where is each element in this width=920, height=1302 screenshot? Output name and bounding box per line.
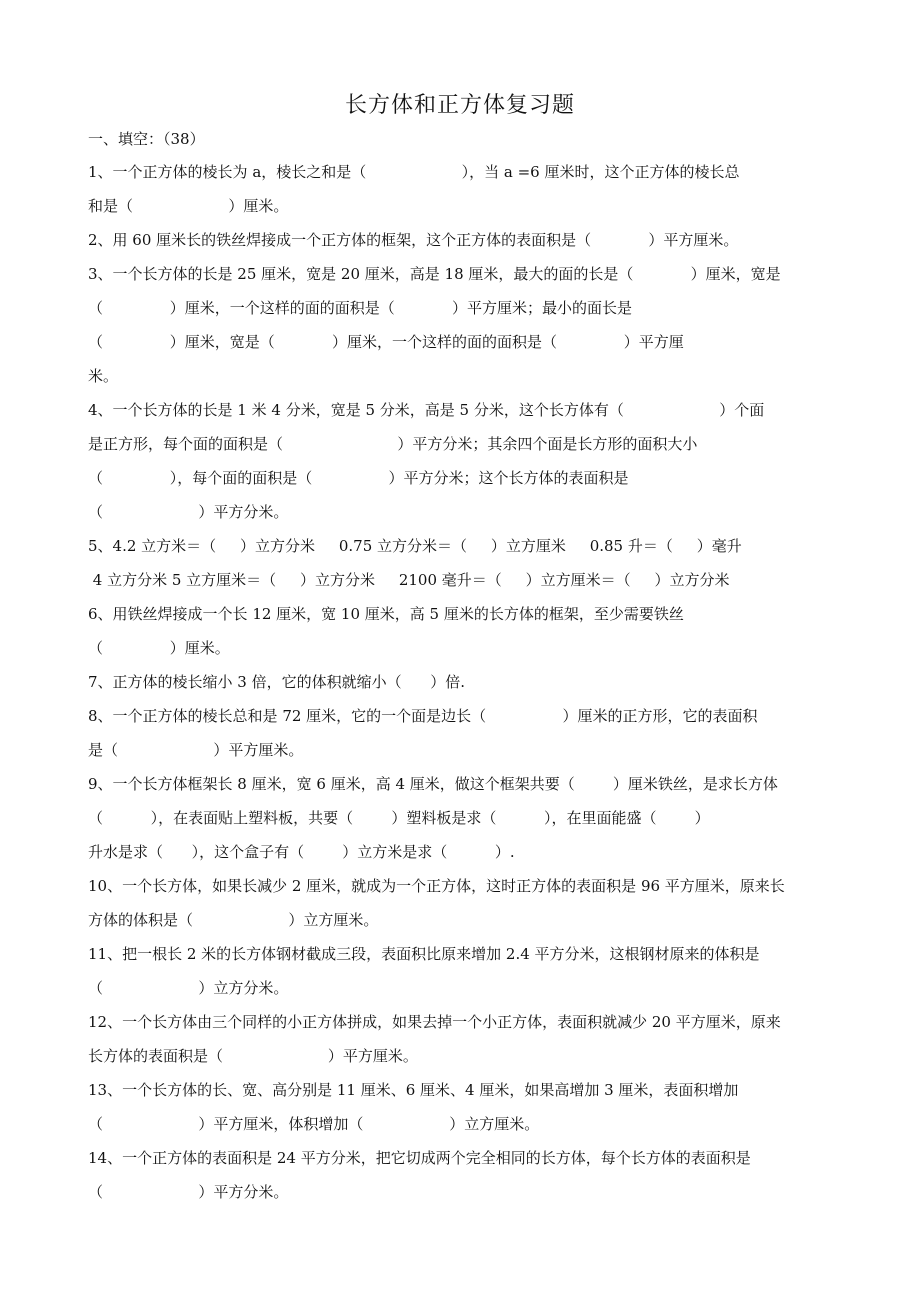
question-line: 3、一个长方体的长是 25 厘米，宽是 20 厘米，高是 18 厘米，最大的面的长是（ ）厘米，宽是: [88, 265, 781, 283]
question-line: 米。: [88, 367, 119, 385]
question-line: （ ）立方分米。: [88, 979, 289, 997]
question-line: 13、一个长方体的长、宽、高分别是 11 厘米、6 厘米、4 厘米，如果高增加 3 厘米，表面积增加: [88, 1081, 739, 1099]
question-line: 12、一个长方体由三个同样的小正方体拼成，如果去掉一个小正方体，表面积就减少 20 平方厘米，原来: [88, 1013, 781, 1031]
question-line: 升水是求（ ），这个盒子有（ ）立方米是求（ ）.: [88, 843, 515, 861]
question-line: 4、一个长方体的长是 1 米 4 分米，宽是 5 分米，高是 5 分米，这个长方体有（ ）个面: [88, 401, 765, 419]
question-line: 8、一个正方体的棱长总和是 72 厘米，它的一个面是边长（ ）厘米的正方形，它的表面积: [88, 707, 758, 725]
question-line: 和是（ ）厘米。: [88, 197, 289, 215]
question-line: （ ），每个面的面积是（ ）平方分米；这个长方体的表面积是: [88, 469, 629, 487]
question-line: 10、一个长方体，如果长减少 2 厘米，就成为一个正方体，这时正方体的表面积是 96 平方厘米，原来长: [88, 877, 785, 895]
question-line: （ ），在表面贴上塑料板，共要（ ）塑料板是求（ ），在里面能盛（ ）: [88, 809, 710, 827]
question-line: 方体的体积是（ ）立方厘米。: [88, 911, 379, 929]
question-line: 是正方形，每个面的面积是（ ）平方分米；其余四个面是长方形的面积大小: [88, 435, 698, 453]
page-title: 长方体和正方体复习题: [344, 93, 575, 118]
question-line: 6、用铁丝焊接成一个长 12 厘米，宽 10 厘米，高 5 厘米的长方体的框架，至少需要铁丝: [88, 605, 684, 623]
question-line: （ ）厘米，宽是（ ）厘米，一个这样的面的面积是（ ）平方厘: [88, 333, 684, 351]
question-line: 14、一个正方体的表面积是 24 平方分米，把它切成两个完全相同的长方体，每个长方体的表面积是: [88, 1149, 751, 1167]
question-line: 7、正方体的棱长缩小 3 倍，它的体积就缩小（ ）倍.: [88, 673, 466, 691]
question-line: （ ）平方分米。: [88, 503, 289, 521]
question-line: （ ）厘米。: [88, 639, 230, 657]
question-line: 1、一个正方体的棱长为 a，棱长之和是（ ），当 a =6 厘米时，这个正方体的棱长总: [88, 163, 740, 181]
question-line: 2、用 60 厘米长的铁丝焊接成一个正方体的框架，这个正方体的表面积是（ ）平方厘米。: [88, 231, 739, 249]
question-line: 11、把一根长 2 米的长方体钢材截成三段，表面积比原来增加 2.4 平方分米，这根钢材原来的体积是: [88, 945, 760, 963]
question-line: 9、一个长方体框架长 8 厘米，宽 6 厘米，高 4 厘米，做这个框架共要（ ）厘米铁丝，是求长方体: [88, 775, 778, 793]
question-line: （ ）平方厘米，体积增加（ ）立方厘米。: [88, 1115, 540, 1133]
question-line: 长方体的表面积是（ ）平方厘米。: [88, 1047, 418, 1065]
question-line: （ ）厘米，一个这样的面的面积是（ ）平方厘米；最小的面长是: [88, 299, 632, 317]
section-heading: 一、填空：（38）: [88, 130, 205, 148]
question-line: （ ）平方分米。: [88, 1183, 289, 1201]
question-line: 4 立方分米 5 立方厘米＝（ ）立方分米 2100 毫升＝（ ）立方厘米＝（ ）立方分米: [88, 571, 730, 589]
question-line: 5、4.2 立方米＝（ ）立方分米 0.75 立方分米＝（ ）立方厘米 0.85 升＝（ ）毫升: [88, 537, 742, 555]
question-line: 是（ ）平方厘米。: [88, 741, 304, 759]
